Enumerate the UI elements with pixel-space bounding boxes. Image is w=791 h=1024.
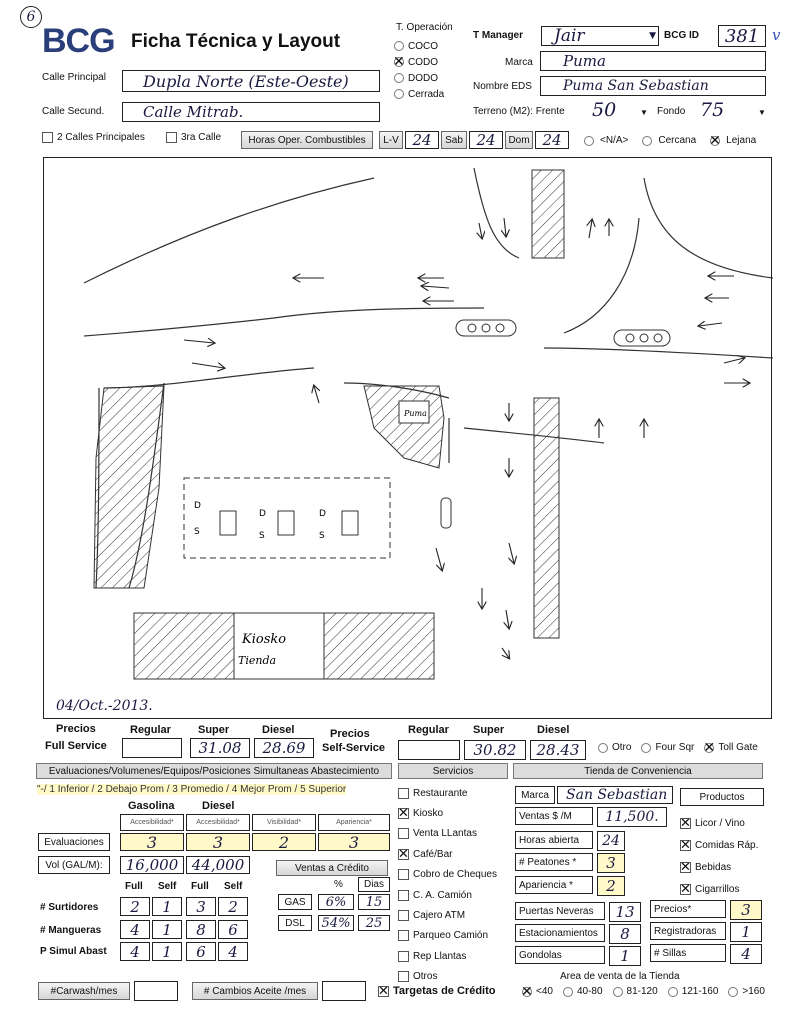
pump-mark: S (194, 527, 200, 537)
surtidores-self-dsl[interactable]: 2 (218, 897, 248, 916)
tienda-banner: Tienda de Conveniencia (513, 763, 763, 779)
full-label-gas: Full (125, 881, 143, 892)
fondo-value[interactable]: 75 (700, 99, 725, 121)
carwash-field[interactable] (134, 981, 178, 1001)
regular-label-self: Regular (408, 724, 449, 736)
nombre-eds-label: Nombre EDS (473, 81, 532, 92)
full-label-dsl: Full (191, 881, 209, 892)
carwash-label: #Carwash/mes (38, 982, 130, 1000)
area-options (522, 986, 765, 997)
peatones-field[interactable]: 3 (597, 853, 625, 873)
lv-label: L-V (379, 131, 403, 149)
surtidores-full-gas[interactable]: 2 (120, 897, 150, 916)
radio-lejana[interactable] (710, 136, 720, 146)
option-label: Toll Gate (718, 742, 758, 753)
dsl-dias-field[interactable]: 25 (358, 915, 390, 931)
full-service-label: Full Service (45, 740, 107, 752)
producto-label: Comidas Ráp. (695, 839, 759, 851)
option-label: Four Sqr (655, 742, 695, 753)
puma-sign-label: Puma (404, 409, 427, 418)
checkbox-kiosko[interactable] (398, 808, 409, 819)
producto-label: Cigarrillos (695, 883, 740, 895)
radio-toll-gate[interactable] (704, 743, 714, 753)
pump-mark: S (259, 531, 265, 541)
gas-label: GAS (278, 894, 312, 910)
eval-apariencia[interactable]: 3 (318, 833, 390, 851)
full-diesel-field[interactable]: 28.69 (254, 738, 314, 758)
eval-accesibilidad-dsl[interactable]: 3 (186, 833, 250, 851)
pump-mark: D (194, 501, 201, 511)
traffic-light-3 (441, 498, 451, 528)
checkbox-cajero-atm[interactable] (398, 910, 409, 921)
tienda-marca-field[interactable]: San Sebastian (557, 786, 673, 804)
servicio-label: Café/Bar (413, 848, 453, 860)
layout-sketch (43, 157, 772, 719)
radio-dodo[interactable] (394, 73, 404, 83)
diesel-label: Diesel (262, 724, 295, 736)
servicio-label: Cajero ATM (413, 910, 466, 922)
pump-1 (220, 511, 236, 535)
radio-cercana[interactable] (642, 136, 652, 146)
cambios-field[interactable] (322, 981, 366, 1001)
calle-secund-label: Calle Secund. (42, 106, 105, 117)
checkbox-tarjetas[interactable] (378, 986, 389, 997)
self-super-field[interactable]: 30.82 (464, 740, 526, 760)
tercera-calle-checkbox[interactable] (166, 132, 221, 143)
option-label: 121-160 (681, 986, 719, 997)
radio-na[interactable] (584, 136, 594, 146)
pump-2 (278, 511, 294, 535)
registradoras-field[interactable]: 1 (730, 922, 762, 942)
dsl-label: DSL (278, 915, 312, 931)
radio-otro[interactable] (598, 743, 608, 753)
vol-label: Vol (GAL/M): (38, 856, 110, 874)
option-label: 40-80 (576, 986, 603, 997)
option-label: Cerrada (408, 88, 445, 100)
pump-mark: D (259, 509, 266, 519)
servicio-label: Otros (413, 971, 438, 983)
option-label: COCO (408, 40, 438, 52)
simul-label: P Simul Abast (40, 946, 107, 957)
super-label: Super (198, 724, 230, 736)
option-label: Otro (612, 742, 632, 753)
checkbox-parqueo-camion[interactable] (398, 930, 409, 941)
dias-label: Dias (358, 877, 390, 892)
producto-label: Licor / Vino (695, 817, 745, 829)
gas-dias-field[interactable]: 15 (358, 894, 390, 910)
radio-four-sqr[interactable] (641, 743, 651, 753)
checkbox-cigarrillos[interactable] (680, 884, 691, 895)
option-label: Lejana (726, 135, 757, 146)
eval-accesibilidad-gas[interactable]: 3 (120, 833, 184, 851)
apariencia-field[interactable]: 2 (597, 876, 625, 896)
option-label: <40 (536, 986, 553, 997)
dom-field[interactable]: 24 (535, 131, 569, 149)
header-apariencia: Apariencia* (318, 814, 390, 831)
radio-area-lt40[interactable] (522, 987, 532, 997)
estacionamientos-label: Estacionamientos (515, 924, 605, 942)
t-operacion-label: T. Operación (396, 22, 453, 33)
checkbox-rep-llantas[interactable] (398, 951, 409, 962)
surtidores-self-gas[interactable]: 1 (152, 897, 182, 916)
t-manager-label: T Manager (473, 30, 524, 41)
checkbox-otros[interactable] (398, 971, 409, 982)
median-top (532, 170, 564, 258)
format-options (598, 742, 758, 753)
bcg-id-checkmark: v (772, 26, 781, 44)
apariencia-label: Apariencia * (515, 876, 593, 894)
gasolina-label: Gasolina (128, 800, 175, 812)
option-label: >160 (742, 986, 765, 997)
simul-full-gas[interactable]: 4 (120, 942, 150, 961)
kiosk-sub-label: Tienda (238, 654, 277, 667)
traffic-light-1 (456, 320, 516, 336)
checkbox[interactable] (166, 132, 177, 143)
sab-label: Sab (441, 131, 467, 149)
self-label-dsl: Self (224, 881, 243, 892)
fondo-label: Fondo (657, 106, 686, 117)
ventas-credito-label: Ventas a Crédito (276, 860, 388, 876)
corner-block (364, 386, 444, 468)
calle-principal-field[interactable]: Dupla Norte (Este-Oeste) (122, 70, 380, 92)
peatones-label: # Peatones * (515, 853, 593, 871)
surtidores-label: # Surtidores (40, 902, 99, 913)
bcg-id-field[interactable]: 381 (718, 25, 766, 47)
pump-mark: D (319, 509, 326, 519)
registradoras-label: Registradoras (650, 922, 726, 940)
gas-pct-field[interactable]: 6% (318, 894, 354, 910)
checkbox-cobro-cheques[interactable] (398, 869, 409, 880)
diesel-label-eval: Diesel (202, 800, 235, 812)
estacionamientos-field[interactable]: 8 (609, 924, 641, 944)
proximity-options (584, 135, 756, 146)
header-accesibilidad-dsl: Accesibilidad* (186, 814, 250, 831)
marca-label: Marca (505, 57, 533, 68)
servicio-label: Parqueo Camión (413, 930, 489, 942)
sketch-drawing (44, 158, 773, 720)
hatch-left (134, 613, 234, 679)
servicio-label: Cobro de Cheques (413, 869, 497, 881)
median-right (534, 398, 559, 638)
horas-field[interactable]: 24 (597, 831, 625, 851)
servicios-list (398, 783, 497, 987)
header-visibilidad: Visibilidad* (252, 814, 316, 831)
pump-3 (342, 511, 358, 535)
precios-label-right: Precios (330, 728, 370, 740)
productos-label: Productos (680, 788, 764, 806)
checkbox-label: 2 Calles Principales (57, 132, 145, 143)
chevron-down-icon: ▼ (649, 31, 656, 41)
frente-value[interactable]: 50 (592, 99, 617, 121)
chevron-down-icon: ▼ (758, 108, 766, 117)
self-diesel-field[interactable]: 28.43 (530, 740, 586, 760)
checkbox-licor-vino[interactable] (680, 818, 691, 829)
option-label: CODO (408, 56, 438, 68)
checkbox-bebidas[interactable] (680, 862, 691, 873)
header-accesibilidad-gas: Accesibilidad* (120, 814, 184, 831)
hatch-right (324, 613, 434, 679)
checkbox-cafe-bar[interactable] (398, 849, 409, 860)
tienda-marca-label: Marca (515, 786, 555, 804)
gondolas-label: Gondolas (515, 946, 605, 964)
checkbox-venta-llantas[interactable] (398, 828, 409, 839)
sab-field[interactable]: 24 (469, 131, 503, 149)
servicio-label: C. A. Camión (413, 889, 472, 901)
productos-list (680, 812, 758, 900)
regular-label: Regular (130, 724, 171, 736)
pump-island (184, 478, 390, 558)
form-number: 6 (20, 6, 42, 28)
mangueras-full-dsl[interactable]: 8 (186, 920, 216, 939)
eval-visibilidad[interactable]: 2 (252, 833, 316, 851)
t-manager-select[interactable] (541, 26, 659, 46)
puertas-label: Puertas Neveras (515, 902, 605, 920)
bcg-logo: BCG (42, 22, 115, 60)
producto-label: Bebidas (695, 861, 732, 873)
t-manager-value: Jair (554, 26, 585, 46)
precios-tienda-label: Precios* (650, 900, 726, 918)
super-label-self: Super (473, 724, 505, 736)
precios-label-left: Precios (56, 723, 96, 735)
lv-field[interactable]: 24 (405, 131, 439, 149)
cambios-label: # Cambios Aceite /mes (192, 982, 318, 1000)
evaluaciones-scale: "-/ 1 Inferior / 2 Debajo Prom / 3 Promedio / 4 Mejor Prom / 5 Superior (37, 784, 347, 795)
sillas-label: # Sillas (650, 944, 726, 962)
radio-area-40-80[interactable] (563, 987, 573, 997)
operacion-options (394, 38, 444, 102)
surtidores-full-dsl[interactable]: 3 (186, 897, 216, 916)
pump-mark: S (319, 531, 325, 541)
horas-label: Horas abierta (515, 831, 593, 849)
calle-secund-field[interactable]: Calle Mitrab. (122, 102, 380, 122)
checkbox-label: 3ra Calle (181, 132, 222, 143)
tarjetas-label: Targetas de Crédito (393, 985, 496, 997)
checkbox[interactable] (42, 132, 53, 143)
area-venta-label: Area de venta de la Tienda (560, 971, 680, 982)
servicio-label: Restaurante (413, 787, 468, 799)
simul-full-dsl[interactable]: 6 (186, 942, 216, 961)
ventas-label: Ventas $ /M (515, 807, 593, 825)
vol-diesel-field[interactable]: 44,000 (186, 856, 250, 874)
radio-area-gt160[interactable] (728, 987, 738, 997)
horas-oper-button[interactable]: Horas Oper. Combustibles (241, 131, 373, 149)
marca-field[interactable]: Puma (540, 51, 766, 71)
traffic-arrows (184, 218, 749, 658)
gondolas-field[interactable]: 1 (609, 946, 641, 966)
dom-label: Dom (505, 131, 533, 149)
self-label-gas: Self (158, 881, 177, 892)
vol-gas-field[interactable]: 16,000 (120, 856, 184, 874)
evaluaciones-banner: Evaluaciones/Volumenes/Equipos/Posiciones Simultaneas Abastecimiento (36, 763, 392, 779)
checkbox-comidas-rap[interactable] (680, 840, 691, 851)
evaluaciones-label: Evaluaciones (38, 833, 110, 851)
radio-cerrada[interactable] (394, 89, 404, 99)
servicio-label: Rep Llantas (413, 950, 467, 962)
ventas-field[interactable]: 11,500. (597, 807, 667, 827)
tarjetas-credito[interactable] (378, 985, 496, 997)
mangueras-full-gas[interactable]: 4 (120, 920, 150, 939)
option-label: 81-120 (626, 986, 658, 997)
diesel-label-self: Diesel (537, 724, 570, 736)
full-regular-field[interactable] (122, 738, 182, 758)
full-super-field[interactable]: 31.08 (190, 738, 250, 758)
chevron-down-icon: ▼ (640, 108, 648, 117)
simul-self-gas[interactable]: 1 (152, 942, 182, 961)
option-label: DODO (408, 72, 438, 84)
terreno-label: Terreno (M2): Frente (473, 106, 565, 117)
radio-area-81-120[interactable] (613, 987, 623, 997)
self-service-label: Self-Service (322, 742, 385, 754)
dsl-pct-field[interactable]: 54% (318, 915, 354, 931)
nombre-eds-field[interactable]: Puma San Sebastian (540, 76, 766, 96)
option-label: Cercana (658, 135, 697, 146)
precios-tienda-field[interactable]: 3 (730, 900, 762, 920)
mangueras-self-dsl[interactable]: 6 (218, 920, 248, 939)
dos-calles-checkbox[interactable] (42, 132, 145, 143)
mangueras-self-gas[interactable]: 1 (152, 920, 182, 939)
puertas-field[interactable]: 13 (609, 902, 641, 922)
left-block (94, 386, 164, 588)
checkbox-restaurante[interactable] (398, 788, 409, 799)
self-regular-field[interactable] (398, 740, 460, 760)
radio-codo[interactable] (394, 57, 404, 67)
calle-principal-label: Calle Principal (42, 72, 106, 83)
servicio-label: Kiosko (413, 808, 444, 820)
radio-coco[interactable] (394, 41, 404, 51)
servicio-label: Venta LLantas (413, 828, 477, 840)
option-label: <N/A> (600, 135, 629, 146)
radio-area-121-160[interactable] (668, 987, 678, 997)
checkbox-ca-camion[interactable] (398, 890, 409, 901)
servicios-banner: Servicios (398, 763, 508, 779)
sillas-field[interactable]: 4 (730, 944, 762, 964)
page-title: Ficha Técnica y Layout (131, 31, 341, 52)
simul-self-dsl[interactable]: 4 (218, 942, 248, 961)
bcg-id-label: BCG ID (664, 30, 699, 41)
kiosk-label: Kiosko (242, 632, 287, 647)
mangueras-label: # Mangueras (40, 925, 102, 936)
pct-label: % (334, 879, 343, 890)
sketch-date: 04/Oct.-2013. (56, 698, 153, 714)
